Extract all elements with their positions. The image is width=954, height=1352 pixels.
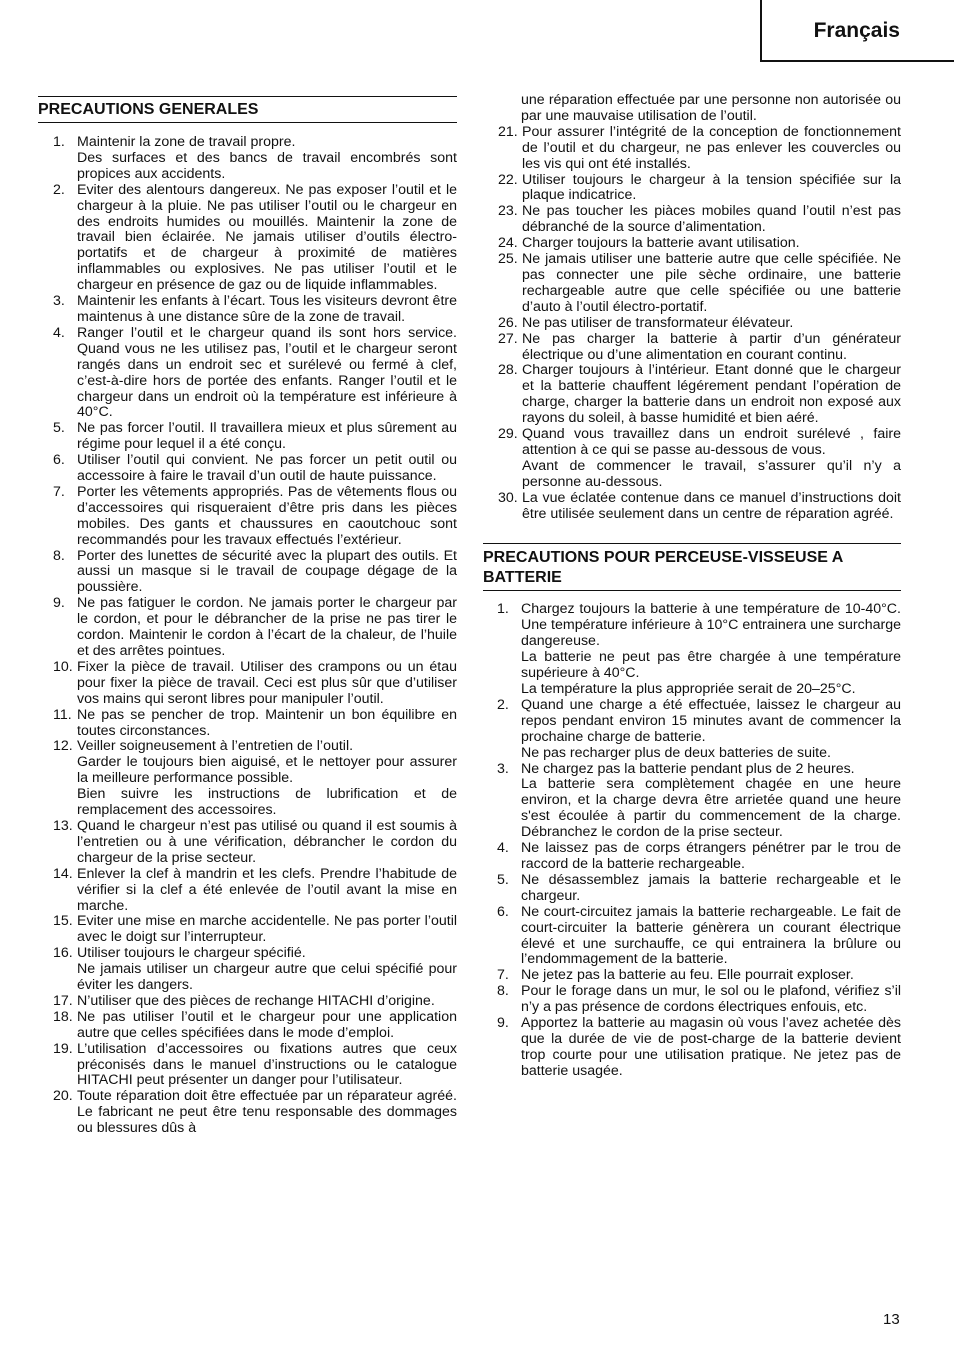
item-paragraph: Maintenir la zone de travail propre. xyxy=(77,134,296,150)
item-number xyxy=(38,867,77,915)
item-text xyxy=(521,698,901,762)
item-text xyxy=(77,1042,457,1090)
item-number-text: 14. xyxy=(53,865,73,882)
item-number xyxy=(483,873,521,905)
item-text xyxy=(521,968,901,984)
item-number-text: 5. xyxy=(497,871,509,888)
item-number xyxy=(483,252,522,316)
item-paragraph: Porter les vêtements appropriés. Pas de vêtements flous ou d’accessoires qui risqueraient d’être pris dans les pièces mobiles. Des gants et chaussures en caoutchouc sont recommandés pour les travaux effectués l’extérieur. xyxy=(77,483,457,548)
item-text xyxy=(521,873,901,905)
item-number-text: 9. xyxy=(53,595,65,612)
item-paragraph: Des surfaces et des bancs de travail encombrés sont propices aux accidents. xyxy=(77,149,457,182)
item-text xyxy=(521,984,901,1016)
item-paragraph: Charger toujours à l’intérieur. Etant donné que le chargeur et la batterie chauffent légérement pendant l’opération de charge, charger la batterie dans un endroit non exposé aux rayons du soleil, à basse humidité et bien aéré. xyxy=(522,362,901,427)
item-number-text: 8. xyxy=(53,547,65,564)
item-number xyxy=(38,421,77,453)
item-number-text: 23. xyxy=(498,203,518,220)
item-number xyxy=(38,1010,77,1042)
item-number-text: 7. xyxy=(497,967,509,984)
item-number-text: 20. xyxy=(53,1088,73,1105)
item-number-text: 21. xyxy=(498,123,518,140)
item-number xyxy=(483,125,522,173)
general-precautions-list-continued xyxy=(483,125,901,523)
item-number-text: 28. xyxy=(498,362,518,379)
item-number-text: 4. xyxy=(53,324,65,341)
item-number xyxy=(38,739,77,819)
list-item xyxy=(38,485,457,549)
item-number-text: 3. xyxy=(497,760,509,777)
item-text xyxy=(522,204,901,236)
right-column xyxy=(483,93,901,1080)
list-item xyxy=(483,363,901,427)
item-paragraph: Utiliser l’outil qui convient. Ne pas forcer un petit outil ou accessoire à faire le travail d’un outil de haute puissance. xyxy=(77,452,457,485)
list-item xyxy=(483,905,901,969)
item-number xyxy=(38,1042,77,1090)
item-paragraph: La batterie sera complètement chagée en une heure environ, et la charge devra être arrietée quand une heure s'est écoulée à partir du commencement de la charge. Débranchez le cordon de la prise secteur. xyxy=(521,776,901,841)
item-text xyxy=(522,125,901,173)
list-item xyxy=(38,867,457,915)
item-number-text: 2. xyxy=(497,696,509,713)
item-number-text: 9. xyxy=(497,1015,509,1032)
list-item xyxy=(38,549,457,597)
item-number xyxy=(38,819,77,867)
list-item xyxy=(38,739,457,819)
item-text xyxy=(77,183,457,294)
item-paragraph: La température la plus appropriée serait de 20–25°C. xyxy=(521,681,856,697)
item-paragraph: Toute réparation doit être effectuée par un réparateur agréé. Le fabricant ne peut être tenu responsable des dommages ou blessures dûs à xyxy=(77,1088,457,1137)
list-item xyxy=(483,316,901,332)
item-text xyxy=(77,1089,457,1137)
item-text xyxy=(77,819,457,867)
item-number xyxy=(483,332,522,364)
list-item xyxy=(483,125,901,173)
item-text xyxy=(522,173,901,205)
item-paragraph: Charger toujours la batterie avant utilisation. xyxy=(522,235,800,252)
item-text xyxy=(521,841,901,873)
item-number xyxy=(483,762,521,842)
list-item xyxy=(483,873,901,905)
item-number-text: 22. xyxy=(498,171,518,188)
item-paragraph: Ne jamais utiliser un chargeur autre que celui spécifié pour éviter les dangers. xyxy=(77,961,457,994)
item-number xyxy=(38,914,77,946)
item-paragraph: Quand le chargeur n’est pas utilisé ou quand il est soumis à l’entretien ou à une vérification, débrancher le cordon du chargeur de la prise secteur. xyxy=(77,817,457,866)
left-column xyxy=(38,96,457,1137)
list-item xyxy=(38,1042,457,1090)
item-paragraph: Utiliser toujours le chargeur à la tension spécifiée sur la plaque indicatrice. xyxy=(522,171,901,204)
item-number-text: 6. xyxy=(497,903,509,920)
item-number-text: 24. xyxy=(498,235,518,252)
item-number xyxy=(38,660,77,708)
item-paragraph: Ne jetez pas la batterie au feu. Elle pourrait exploser. xyxy=(521,967,854,984)
item-text xyxy=(77,914,457,946)
list-item xyxy=(38,453,457,485)
item-text xyxy=(77,1010,457,1042)
list-item xyxy=(483,204,901,236)
item-paragraph: Ne court-circuitez jamais la batterie rechargeable. Le fait de court-circuiter la batterie génèrera un courant électrique élevé et une surchauffe, ce qui entrainera la brûlure ou l’endommagement de la batterie. xyxy=(521,903,901,968)
item-paragraph: Enlever la clef à mandrin et les clefs. Prendre l’habitude de vérifier si la clef a été enlevée de l’outil avant la mise en marche. xyxy=(77,865,457,914)
item-number xyxy=(38,994,77,1010)
item-paragraph: Ne pas utiliser l’outil et le chargeur pour une application autre que celles spécifiées dans le mode d’emploi. xyxy=(77,1008,457,1041)
item-number xyxy=(483,204,522,236)
list-item xyxy=(38,326,457,421)
item-number-text: 17. xyxy=(53,992,73,1009)
item-text xyxy=(77,946,457,994)
battery-drill-precautions-list xyxy=(483,602,901,1079)
item-number-text: 10. xyxy=(53,658,73,675)
section-title-general-precautions: PRECAUTIONS GENERALES xyxy=(38,96,457,123)
list-item xyxy=(483,841,901,873)
item-text xyxy=(77,708,457,740)
item-paragraph: Ne chargez pas la batterie pendant plus de 2 heures. xyxy=(521,760,855,777)
item-text xyxy=(77,739,457,819)
item-text xyxy=(77,421,457,453)
list-item xyxy=(483,602,901,697)
list-item xyxy=(38,1010,457,1042)
item-number-text: 1. xyxy=(497,601,509,618)
item-number xyxy=(38,294,77,326)
list-item xyxy=(38,596,457,660)
list-item xyxy=(38,946,457,994)
item-number-text: 6. xyxy=(53,452,65,469)
item-paragraph: Ne pas charger la batterie à partir d’un générateur électrique ou d’une alimentation en courant continu. xyxy=(522,330,901,363)
item-number xyxy=(483,698,521,762)
list-item xyxy=(38,421,457,453)
battery-drill-section xyxy=(483,543,901,1079)
item-text xyxy=(522,491,901,523)
item-number-text: 16. xyxy=(53,945,73,962)
item-number xyxy=(38,135,77,183)
item-number xyxy=(483,968,521,984)
item-number-text: 18. xyxy=(53,1008,73,1025)
item-paragraph: La vue éclatée contenue dans ce manuel d’instructions doit être utilisée seulement dans un centre de réparation agréé. xyxy=(522,489,901,522)
list-item xyxy=(483,236,901,252)
section-title-battery-drill: PRECAUTIONS POUR PERCEUSE-VISSEUSE A BATTERIE xyxy=(483,543,901,591)
item-text xyxy=(77,135,457,183)
item-number xyxy=(38,326,77,421)
list-item xyxy=(483,332,901,364)
item-number-text: 1. xyxy=(53,134,65,150)
list-item xyxy=(483,698,901,762)
item-paragraph: N’utiliser que des pièces de rechange HITACHI d’origine. xyxy=(77,992,435,1009)
item-paragraph: Fixer la pièce de travail. Utiliser des crampons ou un étau pour fixer la pièce de travail. Ceci est plus sûr que d’utiliser vos mains qui seront libres pour manipuler l’outil. xyxy=(77,658,457,707)
item-number-text: 15. xyxy=(53,913,73,930)
item-paragraph: Utiliser toujours le chargeur spécifié. xyxy=(77,945,306,962)
item-text xyxy=(522,316,901,332)
list-item xyxy=(483,491,901,523)
item-paragraph: Ne laissez pas de corps étrangers pénétrer par le trou de raccord de la batterie rechargeable. xyxy=(521,840,901,872)
item-number-text: 19. xyxy=(53,1040,73,1057)
item-number-text: 3. xyxy=(53,293,65,310)
item-text xyxy=(77,549,457,597)
item-paragraph: Pour assurer l’intégrité de la conception de fonctionnement de l’outil et du chargeur, ne pas enlever les couvercles ou les vis qui ont été installés. xyxy=(522,123,901,172)
item-number xyxy=(483,363,522,427)
item-paragraph: Quand une charge a été effectuée, laissez le chargeur au repos pendant environ 15 minutes avant de commencer la prochaine charge de batterie. xyxy=(521,696,901,745)
item-text xyxy=(77,453,457,485)
item-text xyxy=(522,236,901,252)
item-number xyxy=(38,1089,77,1137)
item-number xyxy=(483,316,522,332)
item-number xyxy=(38,708,77,740)
item-paragraph: Chargez toujours la batterie à une température de 10-40°C. Une température inférieure à 10°C entrainera une surcharge dangereuse. xyxy=(521,601,901,650)
item-number xyxy=(483,602,521,697)
item-paragraph: L’utilisation d’accessoires ou fixations autres que ceux préconisés dans le manuel d’instructions ou le catalogue HITACHI peut présenter un danger pour l’utilisateur. xyxy=(77,1040,457,1089)
list-item xyxy=(483,427,901,491)
item-number xyxy=(483,841,521,873)
language-tab xyxy=(760,0,954,62)
item-paragraph: Ne pas se pencher de trop. Maintenir un bon équilibre en toutes circonstances. xyxy=(77,706,457,739)
list-item xyxy=(38,819,457,867)
item-paragraph: Porter des lunettes de sécurité avec la plupart des outils. Et aussi un masque si le travail de coupage dégage de la poussière. xyxy=(77,547,457,596)
item-number-text: 2. xyxy=(53,181,65,198)
general-precautions-list xyxy=(38,135,457,1137)
item-number xyxy=(38,485,77,549)
item-paragraph: La batterie ne peut pas être chargée à une température supérieure à 40°C. xyxy=(521,649,901,682)
list-item xyxy=(38,994,457,1010)
item-text xyxy=(77,485,457,549)
item-paragraph: Ne jamais utiliser une batterie autre que celle spécifiée. Ne pas connecter une pile sèche ordinaire, une batterie rechargeable autre que celle spécifiée ou une batterie d’auto à l’outil électro-portatif. xyxy=(522,251,901,315)
list-item xyxy=(38,660,457,708)
item-text xyxy=(522,427,901,491)
list-item xyxy=(483,173,901,205)
item-number xyxy=(38,549,77,597)
list-item xyxy=(38,135,457,183)
item-paragraph: Ne pas toucher les piàces mobiles quand l’outil n’est pas débranché de la source d’alimentation. xyxy=(522,203,901,236)
item-number-text: 13. xyxy=(53,817,73,834)
item-paragraph: Apportez la batterie au magasin où vous l’avez achetée dès que la durée de vie de post-charge de la batterie devient trop courte pour une utilisation pratique. Ne jetez pas de batterie usagée. xyxy=(521,1015,901,1079)
item-paragraph: Veiller soigneusement à l’entretien de l’outil. xyxy=(77,738,354,755)
item-text xyxy=(521,602,901,697)
item-number xyxy=(483,905,521,969)
item-number-text: 4. xyxy=(497,840,509,857)
item-number xyxy=(38,946,77,994)
list-item xyxy=(38,294,457,326)
item-text xyxy=(77,994,457,1010)
item-20-continuation: une réparation effectuée par une personne non autorisée ou par une mauvaise utilisation de l’outil. xyxy=(521,92,901,124)
item-number xyxy=(483,1016,521,1080)
item-number xyxy=(483,236,522,252)
item-number xyxy=(483,173,522,205)
item-text xyxy=(77,326,457,421)
item-text xyxy=(521,1016,901,1080)
item-number-text: 5. xyxy=(53,420,65,437)
item-text xyxy=(521,762,901,842)
item-text xyxy=(522,332,901,364)
list-item xyxy=(38,183,457,294)
item-paragraph: Eviter une mise en marche accidentelle. Ne pas porter l’outil avec le doigt sur l’interrupteur. xyxy=(77,913,457,946)
list-item xyxy=(38,708,457,740)
item-paragraph: Bien suivre les instructions de lubrification et de remplacement des accessoires. xyxy=(77,786,457,819)
item-paragraph: Ne pas recharger plus de deux batteries de suite. xyxy=(521,744,831,761)
item-number-text: 29. xyxy=(498,426,518,443)
item-paragraph: Ne pas forcer l’outil. Il travaillera mieux et plus sûrement au régime pour lequel il a été conçu. xyxy=(77,420,457,453)
page-number: 13 xyxy=(883,1311,900,1328)
item-number xyxy=(483,491,522,523)
item-number-text: 7. xyxy=(53,483,65,500)
item-number xyxy=(38,596,77,660)
item-number xyxy=(38,183,77,294)
item-paragraph: Eviter des alentours dangereux. Ne pas exposer l’outil et le chargeur à la pluie. Ne pas utiliser l’outil ou le chargeur en des endroits humides ou mouillés. Maintenir la zone de travail bien éclairée. Ne jamais utiliser d’outils électro-portatifs et de chargeur à proximité de matières inflammables ou explosives. Ne pas utiliser l’outil et le chargeur en présence de gaz ou de liquide inflammables. xyxy=(77,181,457,294)
item-text xyxy=(77,660,457,708)
item-paragraph: Ranger l’outil et le chargeur quand ils sont hors service. Quand vous ne les utilisez pas, l’outil et le chargeur seront rangés dans un endroit sec et surélevé ou fermé à clef, c’est-à-dire hors de portée des enfants. Ranger l’outil et le chargeur dans un endroit où la température est inférieure à 40°C. xyxy=(77,324,457,421)
item-number-text: 12. xyxy=(53,738,73,755)
language-label: Français xyxy=(813,19,900,42)
list-item xyxy=(483,1016,901,1080)
item-text xyxy=(522,252,901,316)
item-number xyxy=(483,984,521,1016)
item-number xyxy=(483,427,522,491)
list-item xyxy=(38,1089,457,1137)
item-paragraph: Ne pas utiliser de transformateur élévateur. xyxy=(522,314,794,331)
item-number-text: 8. xyxy=(497,983,509,1000)
item-paragraph: Maintenir les enfants à l’écart. Tous les visiteurs devront être maintenus à une distance sûre de la zone de travail. xyxy=(77,293,457,325)
item-paragraph: Ne désassemblez jamais la batterie rechargeable et le chargeur. xyxy=(521,871,901,904)
list-item xyxy=(483,984,901,1016)
list-item xyxy=(38,914,457,946)
item-paragraph: Quand vous travaillez dans un endroit surélevé , faire attention à ce qui se passe au-dessous de vous. xyxy=(522,426,901,458)
item-paragraph: Pour le forage dans un mur, le sol ou le plafond, vérifiez s’il n’y a pas présence de cordons électriques enfouis, etc. xyxy=(521,983,901,1016)
item-paragraph: Ne pas fatiguer le cordon. Ne jamais porter le chargeur par le cordon, et pour le débrancher de la prise ne pas tirer le cordon. Maintenir le cordon à l’écart de la chaleur, de l’huile et des arrêtes pointues. xyxy=(77,595,457,659)
item-number-text: 30. xyxy=(498,489,518,506)
list-item xyxy=(483,762,901,842)
item-number-text: 25. xyxy=(498,251,518,268)
item-text xyxy=(77,596,457,660)
item-text xyxy=(77,867,457,915)
item-number xyxy=(38,453,77,485)
item-number-text: 27. xyxy=(498,330,518,347)
item-text xyxy=(522,363,901,427)
item-number-text: 11. xyxy=(53,706,72,723)
item-paragraph: Avant de commencer le travail, s’assurer qu’il n’y a personne au-dessous. xyxy=(522,457,901,490)
list-item xyxy=(483,968,901,984)
item-text xyxy=(521,905,901,969)
item-number-text: 26. xyxy=(498,314,518,331)
list-item xyxy=(483,252,901,316)
item-text xyxy=(77,294,457,326)
item-paragraph: Garder le toujours bien aiguisé, et le nettoyer pour assurer la meilleure performance possible. xyxy=(77,754,457,787)
